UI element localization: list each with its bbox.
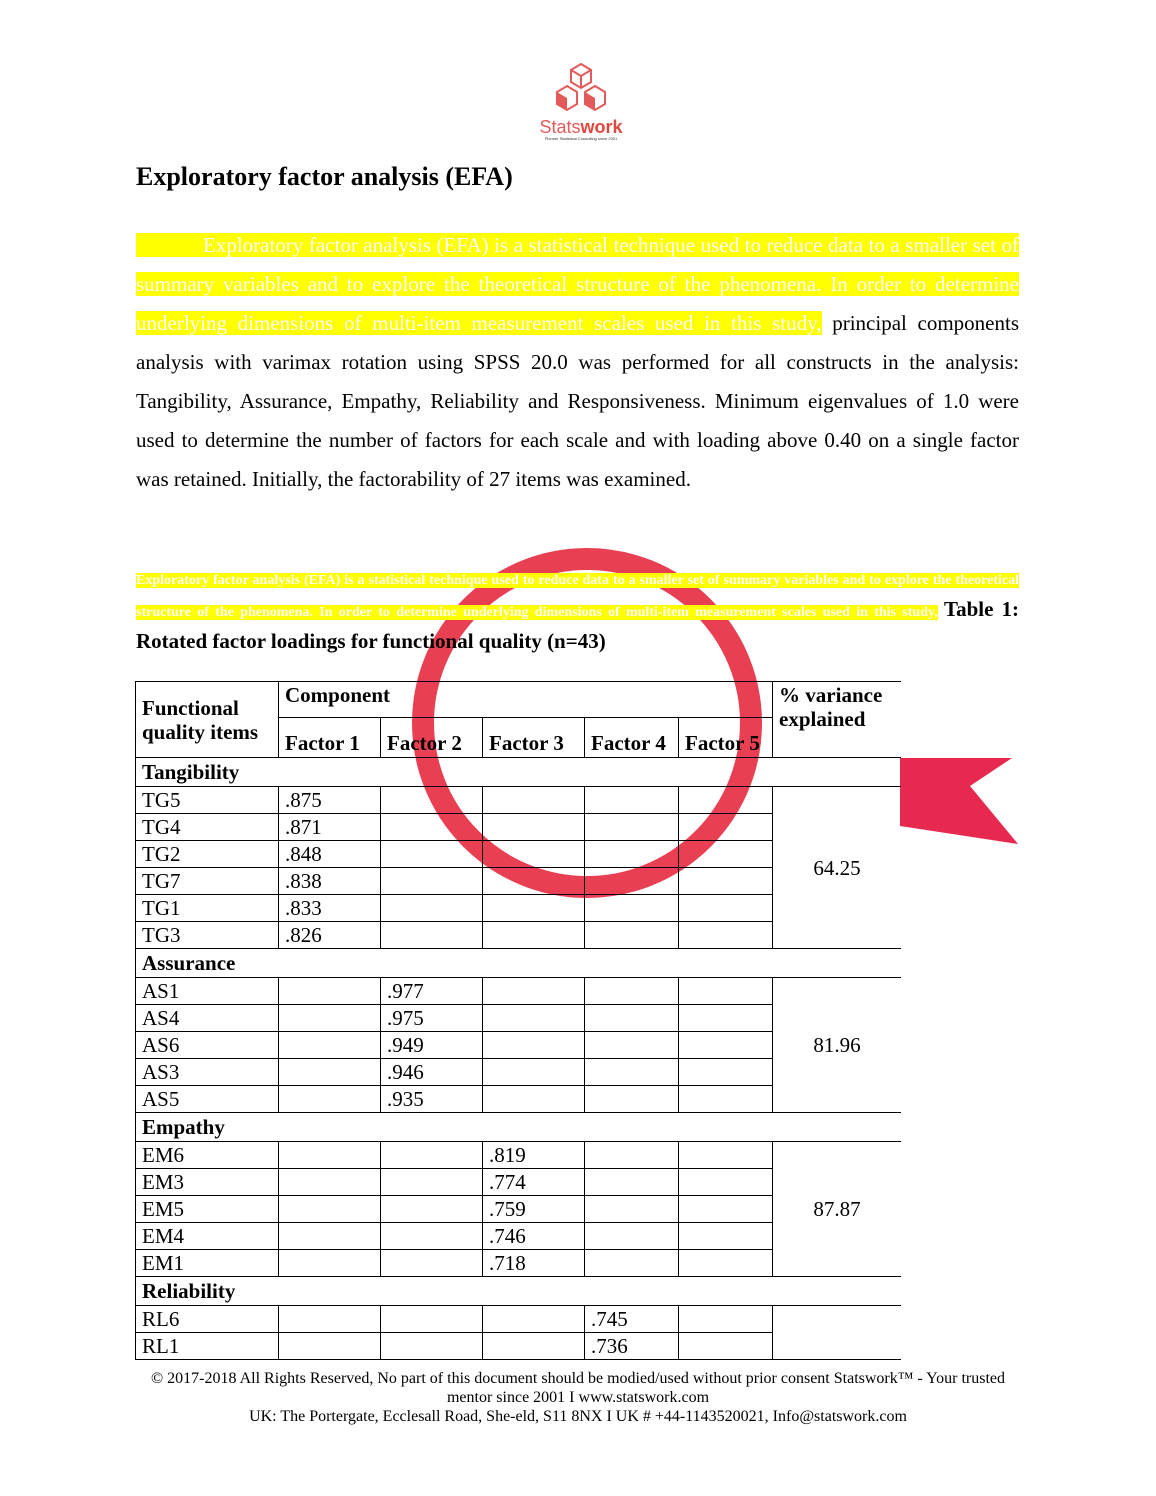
- loading-cell: [585, 1005, 679, 1032]
- table-row: [136, 787, 902, 814]
- loading-cell: [279, 1032, 381, 1059]
- loading-cell: [483, 1333, 585, 1360]
- loading-cell: [381, 841, 483, 868]
- loading-cell: [381, 1250, 483, 1277]
- loading-cell: .774: [483, 1169, 585, 1196]
- item-cell: TG5: [136, 787, 279, 814]
- loading-cell: .848: [279, 841, 381, 868]
- loading-cell: [381, 1223, 483, 1250]
- item-cell: EM1: [136, 1250, 279, 1277]
- loading-cell: [381, 895, 483, 922]
- loading-cell: [279, 1306, 381, 1333]
- loading-cell: [381, 787, 483, 814]
- loading-cell: .819: [483, 1142, 585, 1169]
- loading-cell: [679, 1059, 773, 1086]
- variance-cell: [773, 1306, 901, 1360]
- item-cell: AS1: [136, 978, 279, 1005]
- item-cell: RL6: [136, 1306, 279, 1333]
- loading-cell: [585, 1059, 679, 1086]
- loading-cell: [679, 1333, 773, 1360]
- footer-address: UK: The Portergate, Ecclesall Road, She-eld, S11 8NX I UK # +44-1143520021, Info@statswork.com: [249, 1408, 907, 1425]
- loading-cell: .745: [585, 1306, 679, 1333]
- loading-cell: [279, 1142, 381, 1169]
- col-functional-items: Functional quality items: [136, 682, 279, 758]
- caption-highlight: Exploratory factor analysis (EFA) is a statistical technique used to reduce data to a smaller set of summary variables and to explore the theoretical structure of the phenomena. In order to determine underlying dimensions of multi-item measurement scales used in this study,: [136, 573, 1019, 620]
- intro-paragraph: [136, 226, 1019, 499]
- highlighted-text: Exploratory factor analysis (EFA) is a statistical technique used to reduce data to a smaller set of summary variables and to explore the theoretical structure of the phenomena. In order to determine underlying dimensions of multi-item measurement scales used in this study,: [136, 233, 1019, 335]
- loading-cell: [381, 1169, 483, 1196]
- table-title: Table 1: Rotated factor loadings for functional quality (n=43): [136, 597, 1019, 653]
- loading-cell: [679, 868, 773, 895]
- loading-cell: [679, 895, 773, 922]
- group-label: Empathy: [136, 1113, 902, 1142]
- loading-cell: [585, 1196, 679, 1223]
- item-cell: EM6: [136, 1142, 279, 1169]
- loading-cell: [679, 841, 773, 868]
- loading-cell: [381, 814, 483, 841]
- loading-cell: .946: [381, 1059, 483, 1086]
- loading-cell: [679, 1196, 773, 1223]
- loading-cell: [279, 1250, 381, 1277]
- loading-cell: [483, 1005, 585, 1032]
- loading-cell: [279, 978, 381, 1005]
- loading-cell: [381, 1142, 483, 1169]
- loading-cell: [483, 841, 585, 868]
- loading-cell: [483, 1059, 585, 1086]
- loading-cell: [381, 922, 483, 949]
- page-footer: [136, 1369, 1020, 1426]
- item-cell: TG4: [136, 814, 279, 841]
- loading-cell: [279, 1086, 381, 1113]
- loading-cell: [585, 1250, 679, 1277]
- loading-cell: [679, 1306, 773, 1333]
- table-row: [136, 978, 902, 1005]
- table-caption: [136, 566, 1019, 659]
- loading-cell: [585, 1086, 679, 1113]
- item-cell: AS3: [136, 1059, 279, 1086]
- item-cell: AS5: [136, 1086, 279, 1113]
- loading-cell: [585, 1032, 679, 1059]
- loading-cell: [679, 978, 773, 1005]
- loading-cell: .875: [279, 787, 381, 814]
- loading-cell: [483, 787, 585, 814]
- item-cell: AS6: [136, 1032, 279, 1059]
- loading-cell: [483, 978, 585, 1005]
- loading-cell: [483, 868, 585, 895]
- loading-cell: [279, 1005, 381, 1032]
- loading-cell: [279, 1333, 381, 1360]
- col-variance: % variance explained: [773, 682, 901, 758]
- loading-cell: [279, 1059, 381, 1086]
- loading-cell: [585, 895, 679, 922]
- statswork-logo: [531, 62, 631, 146]
- variance-cell: 87.87: [773, 1142, 901, 1277]
- col-factor-4: Factor 4: [585, 718, 679, 758]
- loading-cell: [279, 1169, 381, 1196]
- variance-cell: 64.25: [773, 787, 901, 949]
- group-row: [136, 1277, 902, 1306]
- loading-cell: .826: [279, 922, 381, 949]
- col-component: Component: [279, 682, 773, 718]
- watermark-ribbon-icon: [900, 748, 1020, 848]
- loading-cell: [483, 1086, 585, 1113]
- loading-cell: .736: [585, 1333, 679, 1360]
- loading-cell: .746: [483, 1223, 585, 1250]
- col-factor-1: Factor 1: [279, 718, 381, 758]
- logo-tagline: Pioneer Statistical Consulting since 2001: [544, 136, 618, 141]
- loading-cell: [483, 814, 585, 841]
- cubes-logo-icon: [550, 62, 612, 116]
- loading-cell: [381, 1333, 483, 1360]
- loading-cell: .838: [279, 868, 381, 895]
- loading-cell: [585, 841, 679, 868]
- loading-cell: [381, 868, 483, 895]
- loading-cell: [679, 1005, 773, 1032]
- loading-cell: [483, 895, 585, 922]
- item-cell: TG7: [136, 868, 279, 895]
- loading-cell: [483, 1306, 585, 1333]
- item-cell: AS4: [136, 1005, 279, 1032]
- loading-cell: [585, 868, 679, 895]
- variance-cell: 81.96: [773, 978, 901, 1113]
- loading-cell: [679, 1169, 773, 1196]
- loading-cell: [279, 1223, 381, 1250]
- loading-cell: [585, 978, 679, 1005]
- item-cell: RL1: [136, 1333, 279, 1360]
- col-factor-5: Factor 5: [679, 718, 773, 758]
- loading-cell: .975: [381, 1005, 483, 1032]
- loading-cell: .718: [483, 1250, 585, 1277]
- group-label: Reliability: [136, 1277, 902, 1306]
- footer-copyright: © 2017-2018 All Rights Reserved, No part of this document should be modied/used without prior consent Statswork™ - Your trusted mentor since 2001 I www.statswork.com: [151, 1370, 1005, 1406]
- table-row: [136, 1306, 902, 1333]
- loading-cell: [483, 922, 585, 949]
- loading-cell: [279, 1196, 381, 1223]
- group-row: [136, 758, 902, 787]
- loading-cell: [679, 1250, 773, 1277]
- item-cell: TG2: [136, 841, 279, 868]
- table-row: [136, 1142, 902, 1169]
- loading-cell: .935: [381, 1086, 483, 1113]
- loading-cell: [679, 1032, 773, 1059]
- item-cell: TG1: [136, 895, 279, 922]
- group-row: [136, 1113, 902, 1142]
- loading-cell: [381, 1196, 483, 1223]
- loading-cell: [585, 787, 679, 814]
- factor-loadings-table: [135, 681, 901, 1360]
- loading-cell: .949: [381, 1032, 483, 1059]
- group-label: Assurance: [136, 949, 902, 978]
- loading-cell: .833: [279, 895, 381, 922]
- loading-cell: [679, 1086, 773, 1113]
- item-cell: EM3: [136, 1169, 279, 1196]
- col-factor-3: Factor 3: [483, 718, 585, 758]
- loading-cell: .759: [483, 1196, 585, 1223]
- paragraph-body: principal components analysis with varimax rotation using SPSS 20.0 was performed for all constructs in the analysis: Tangibility, Assurance, Empathy, Reliability and Responsiveness. Minimum eigenvalues of 1.0 were used to determine the number of factors for each scale and with loading above 0.40 on a single factor was retained. Initially, the factorability of 27 items was examined.: [136, 311, 1020, 491]
- group-label: Tangibility: [136, 758, 902, 787]
- col-factor-2: Factor 2: [381, 718, 483, 758]
- loading-cell: .977: [381, 978, 483, 1005]
- loading-cell: .871: [279, 814, 381, 841]
- item-cell: EM5: [136, 1196, 279, 1223]
- loading-cell: [679, 787, 773, 814]
- loading-cell: [585, 922, 679, 949]
- loading-cell: [585, 814, 679, 841]
- loading-cell: [585, 1142, 679, 1169]
- loading-cell: [381, 1306, 483, 1333]
- item-cell: TG3: [136, 922, 279, 949]
- loading-cell: [679, 814, 773, 841]
- loading-cell: [679, 922, 773, 949]
- loading-cell: [585, 1223, 679, 1250]
- loading-cell: [585, 1169, 679, 1196]
- loading-cell: [679, 1223, 773, 1250]
- page-heading: Exploratory factor analysis (EFA): [136, 162, 513, 191]
- loading-cell: [483, 1032, 585, 1059]
- item-cell: EM4: [136, 1223, 279, 1250]
- logo-wordmark: Statswork: [539, 117, 623, 137]
- loading-cell: [679, 1142, 773, 1169]
- factor-loadings-table-container: [135, 681, 901, 1360]
- group-row: [136, 949, 902, 978]
